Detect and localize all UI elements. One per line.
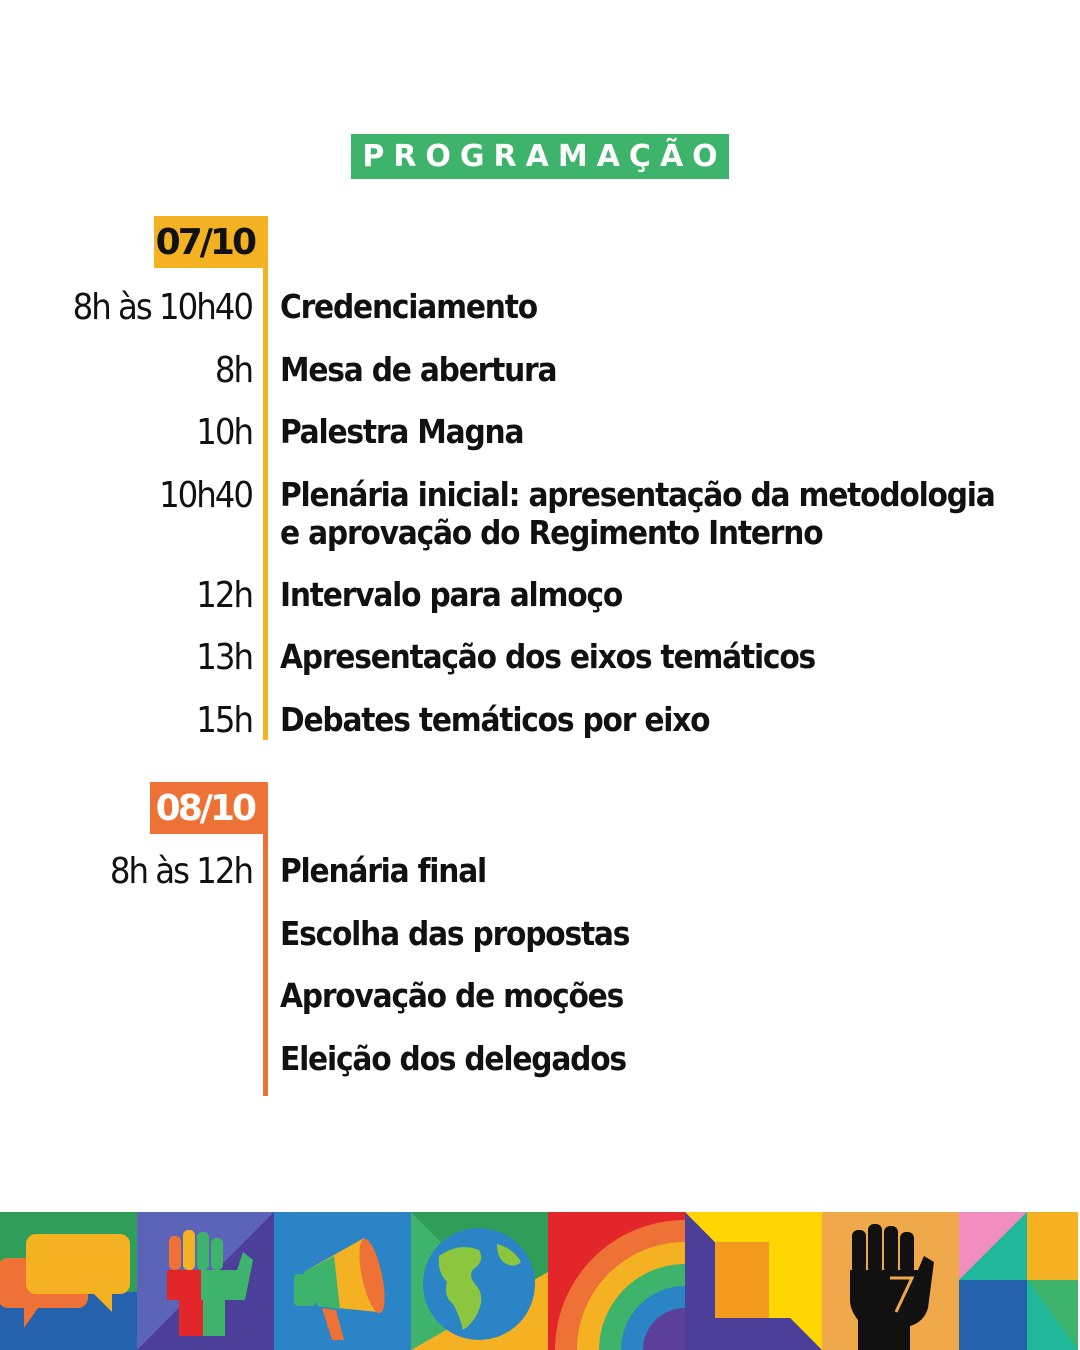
event-label: Debates temáticos por eixo bbox=[280, 700, 710, 739]
event-label: Plenária inicial: apresentação da metodologia e aprovação do Regimento Interno bbox=[280, 475, 995, 552]
program-title: PROGRAMAÇÃO bbox=[351, 134, 729, 179]
day-tag-0810: 08/10 bbox=[150, 782, 268, 834]
time-label: 8h às 12h bbox=[109, 851, 252, 892]
footer-icon-strip bbox=[0, 1212, 1080, 1350]
time-label: 10h bbox=[196, 412, 252, 453]
speech-bubbles-icon bbox=[0, 1212, 137, 1350]
event-label: Escolha das propostas bbox=[280, 914, 630, 953]
time-label: 12h bbox=[196, 575, 252, 616]
square-shapes-icon bbox=[685, 1212, 822, 1350]
time-label: 15h bbox=[196, 700, 252, 741]
triangles-pattern-icon bbox=[959, 1212, 1078, 1350]
black-fist-icon bbox=[822, 1212, 959, 1350]
rainbow-icon bbox=[548, 1212, 685, 1350]
time-label: 8h bbox=[214, 350, 252, 391]
time-label: 13h bbox=[196, 637, 252, 678]
timeline-line-day2 bbox=[263, 834, 268, 1096]
event-label: Intervalo para almoço bbox=[280, 575, 623, 614]
event-label: Mesa de abertura bbox=[280, 350, 557, 389]
time-label: 8h às 10h40 bbox=[72, 287, 252, 328]
event-label: Apresentação dos eixos temáticos bbox=[280, 637, 816, 676]
event-label: Palestra Magna bbox=[280, 412, 524, 451]
timeline-line-day1 bbox=[263, 268, 268, 740]
event-label: Eleição dos delegados bbox=[280, 1039, 626, 1078]
megaphone-icon bbox=[274, 1212, 411, 1350]
globe-icon bbox=[411, 1212, 548, 1350]
time-label: 10h40 bbox=[159, 475, 252, 516]
event-label: Credenciamento bbox=[280, 287, 537, 326]
raised-fist-colorful-icon bbox=[137, 1212, 274, 1350]
event-label: Aprovação de moções bbox=[280, 976, 624, 1015]
event-label: Plenária final bbox=[280, 851, 487, 890]
day-tag-0710: 07/10 bbox=[154, 216, 268, 268]
